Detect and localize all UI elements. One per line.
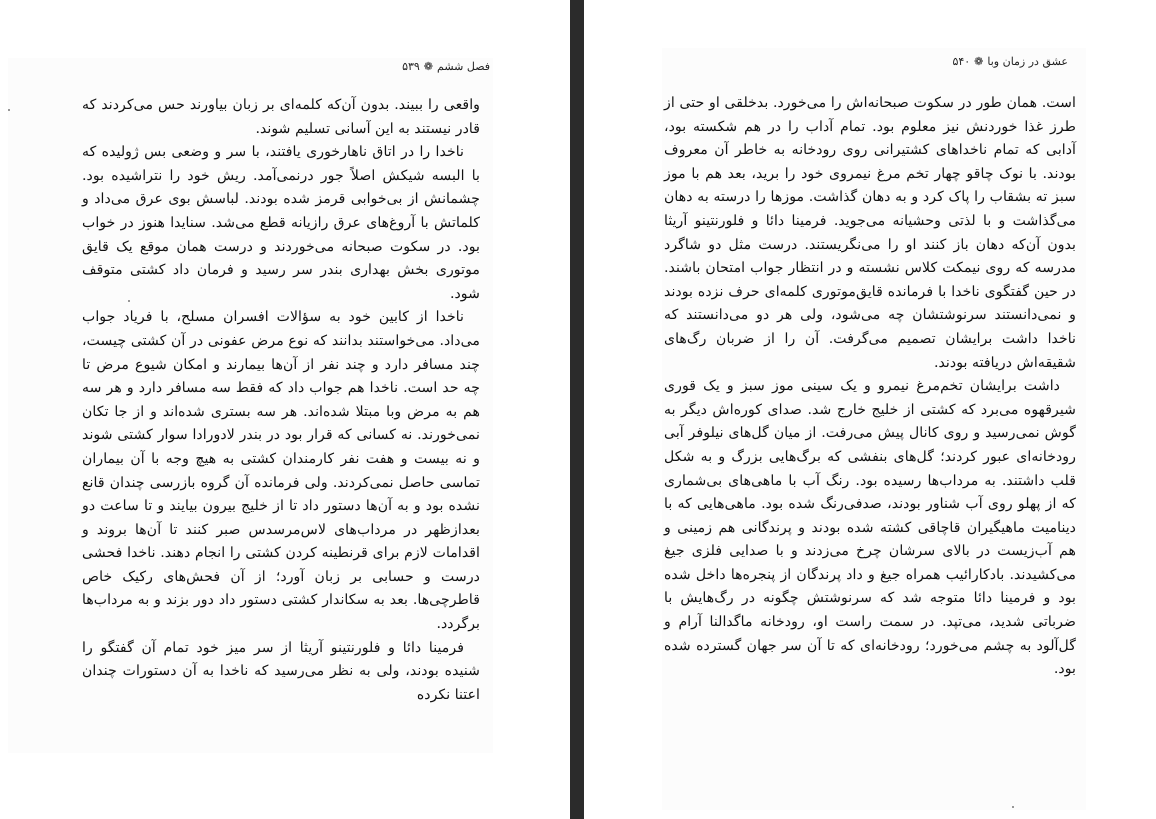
right-header-title: عشق در زمان وبا xyxy=(987,55,1068,68)
ornament-icon: ❁ xyxy=(974,55,984,68)
book-gutter xyxy=(570,0,584,819)
scan-speck xyxy=(8,109,10,111)
paragraph: است. همان طور در سکوت صبحانه‌اش را می‌خورد. بدخلقی او حتی از طرز غذا خوردنش نیز معلوم بود. تمام آداب را در هم شکسته بود، آدابی که تمام ناخداهای کشتیرانی روی رودخانه به خاطر آن معروف بودند. با نوک چاقو چهار تخم مرغ نیمروی خود را برید، بعد هم با موز سبز ته بشقاب را پاک کرد و به دهان گذاشت. موزها را درسته به دهان می‌گذاشت و با لذتی وحشیانه می‌جوید. فرمینا دائا و فلورنتینو آریثا بدون آن‌که دهان باز کنند او را می‌نگریستند. درست مثل دو شاگرد مدرسه که روی نیمکت کلاس نشسته و در انتظار جواب امتحان باشند. در حین گفتگوی ناخدا با فرمانده قایق‌موتوری کلمه‌ای حرف نزده بودند و نمی‌دانستند سرنوشتشان چه می‌شود، ولی هر دو می‌دانستند که ناخدا داشت برایشان تصمیم می‌گرفت. آن را از ضربان رگ‌های شقیقه‌اش دریافته بودند. xyxy=(664,95,1076,371)
left-page-body xyxy=(82,94,480,707)
scan-speck xyxy=(1012,806,1014,808)
paragraph: ناخدا از کابین خود به سؤالات افسران مسلح، با فریاد جواب می‌داد. می‌خواستند بدانند که نوع مرض عفونی در آن کشتی چیست، چند مسافر دارد و چند نفر از آن‌ها بیمارند و امکان شیوع مرض تا چه حد است. ناخدا هم جواب داد که فقط سه مسافر دارد و هر سه هم به مرض وبا مبتلا شده‌اند. هر سه بستری شده‌اند و از جا تکان نمی‌خورند. نه کسانی که قرار بود در بندر لادورادا سوار کشتی شوند و نه بیست و هفت نفر کارمندان کشتی به هیچ وجه با آن بیماران تماسی حاصل نمی‌کردند. ولی فرمانده آن گروه بازرسی چندان قانع نشده بود و به آن‌ها دستور داد تا از خلیج بیرون بیایند و تا ساعت دو بعدازظهر در مرداب‌های لاس‌مرسدس صبر کنند تا آن‌ها بروند و اقدامات لازم برای قرنطینه کردن کشتی را انجام دهند. ناخدا فحشی درست و حسابی بر زبان آورد؛ از آن فحش‌های رکیک خاص قاطرچی‌ها. بعد به سکاندار کشتی دستور داد دور بزند و به مرداب‌ها برگردد. xyxy=(82,309,480,633)
left-page-header xyxy=(402,60,490,73)
left-page-number: ۵۳۹ xyxy=(402,60,420,73)
right-page-header xyxy=(952,55,1068,68)
paragraph: واقعی را ببیند. بدون آن‌که کلمه‌ای بر زبان بیاورند حس می‌کردند که قادر نیستند به این آسانی تسلیم شوند. xyxy=(82,97,480,137)
ornament-icon: ❁ xyxy=(423,60,434,73)
right-page-number: ۵۴۰ xyxy=(952,55,971,68)
left-header-title: فصل ششم xyxy=(437,60,490,73)
left-page xyxy=(0,0,570,819)
paragraph: فرمینا دائا و فلورنتینو آریثا از سر میز خود تمام آن گفتگو را شنیده بودند، ولی به نظر می‌رسید که ناخدا به آن دستورات چندان اعتنا نکرده xyxy=(82,639,480,703)
paragraph: ناخدا را در اتاق ناهارخوری یافتند، با سر و وضعی بس ژولیده که با البسه شیکش اصلاً جور درنمی‌آمد. ریش خود را نتراشیده بود. چشمانش از بی‌خوابی قرمز شده بودند. لباسش بوی عرق می‌داد و کلماتش با آروغ‌های عرق رازیانه قطع می‌شد. سنایدا هنوز در خواب بود. در سکوت صبحانه می‌خوردند و درست همان موقع یک قایق موتوری بخش بهداری بندر سر رسید و فرمان داد کشتی متوقف شود. xyxy=(82,144,480,302)
paragraph: داشت برایشان تخم‌مرغ نیمرو و یک سینی موز سبز و یک قوری شیرقهوه می‌برد که کشتی از خلیج خارج شد. صدای کوره‌اش دیگر به گوش نمی‌رسید و روی کانال پیش می‌رفت. از میان گل‌های نیلوفر آبی رودخانه‌ای عبور کردند؛ گل‌های بنفشی که برگ‌هایی بزرگ و به شکل قلب داشتند. به مرداب‌ها رسیده بود. رنگ آب با ماهی‌های بی‌شماری که از پهلو روی آب شناور بودند، صدفی‌رنگ شده بود. ماهی‌هایی که با دینامیت ماهیگیران قاچاقی کشته شده بودند و پرندگانی هم زمینی و هم آب‌زیست در بالای سرشان چرخ می‌زدند و با صدایی فلزی جیغ می‌کشیدند. بادکارائیب همراه جیغ و داد پرندگان از پنجره‌ها داخل شده بود و فرمینا دائا متوجه شد که سرنوشتش چگونه در رگ‌هایش با ضرباتی شدید، می‌تپد. در سمت راست او، رودخانه ماگدالنا آرام و گل‌آلود به چشم می‌خورد؛ رودخانه‌ای که تا آن سر جهان گسترده شده بود. xyxy=(664,378,1076,678)
right-page-body xyxy=(664,92,1076,682)
right-page xyxy=(584,0,1156,819)
scan-speck xyxy=(128,300,130,302)
